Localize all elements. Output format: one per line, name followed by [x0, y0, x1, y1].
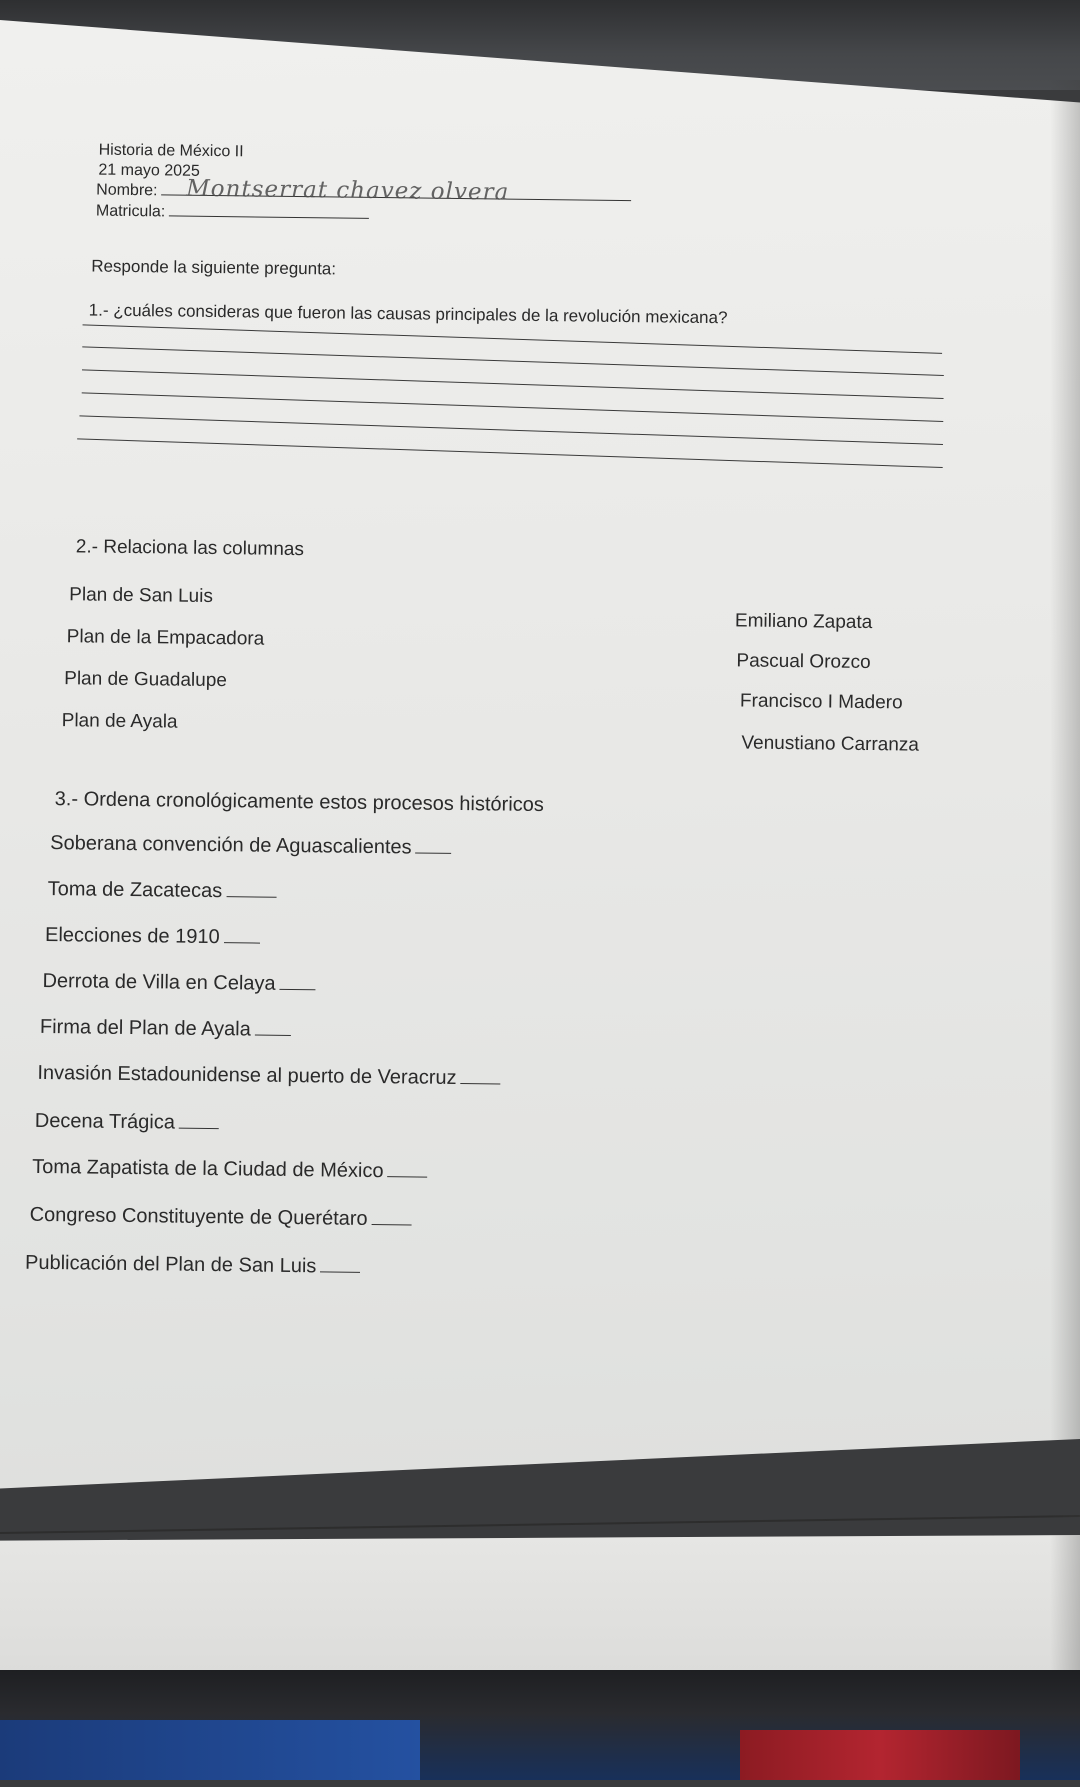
event-label: Toma Zapatista de la Ciudad de México	[32, 1155, 384, 1183]
instruction-text: Responde la siguiente pregunta:	[91, 256, 337, 279]
order-blank[interactable]	[320, 1270, 360, 1272]
event-item	[40, 1016, 291, 1042]
order-blank[interactable]	[416, 851, 452, 853]
event-item	[35, 1110, 219, 1135]
francisco-madero: Francisco I Madero	[739, 690, 903, 714]
answer-line[interactable]	[82, 369, 944, 399]
event-label: Elecciones de 1910	[44, 923, 220, 949]
answer-line[interactable]	[83, 324, 943, 354]
name-label: Nombre:	[96, 181, 158, 200]
pascual-orozco: Pascual Orozco	[736, 650, 871, 674]
event-item	[32, 1156, 428, 1184]
order-blank[interactable]	[372, 1223, 412, 1225]
event-item	[48, 878, 277, 904]
event-item	[25, 1252, 361, 1279]
answer-line[interactable]	[79, 415, 943, 445]
event-label: Publicación del Plan de San Luis	[24, 1251, 317, 1278]
event-label: Invasión Estadounidense al puerto de Veracruz	[37, 1061, 457, 1090]
order-blank[interactable]	[280, 988, 316, 990]
section-3-title: 3.- Ordena cronológicamente estos procesos históricos	[54, 788, 544, 817]
answer-line[interactable]	[82, 392, 944, 422]
section-2-title: 2.- Relaciona las columnas	[75, 536, 305, 561]
order-blank[interactable]	[387, 1175, 427, 1177]
id-label: Matricula:	[95, 202, 166, 221]
question-1: 1.- ¿cuáles consideras que fueron las causas principales de la revolución mexicana?	[88, 300, 728, 328]
event-item	[50, 832, 452, 860]
plan-guadalupe: Plan de Guadalupe	[64, 668, 228, 692]
plan-ayala: Plan de Ayala	[61, 710, 178, 733]
answer-line[interactable]	[77, 438, 943, 468]
event-label: Congreso Constituyente de Querétaro	[29, 1203, 368, 1230]
event-label: Firma del Plan de Ayala	[39, 1015, 251, 1041]
exam-date: 21 mayo 2025	[98, 161, 200, 180]
event-item	[37, 1062, 500, 1091]
id-row	[96, 202, 370, 225]
order-blank[interactable]	[226, 895, 276, 898]
event-item	[42, 970, 315, 996]
event-label: Toma de Zacatecas	[47, 877, 223, 903]
event-item	[45, 924, 260, 950]
event-label: Derrota de Villa en Celaya	[42, 969, 276, 995]
id-blank[interactable]	[169, 214, 369, 218]
emiliano-zapata: Emiliano Zapata	[734, 610, 873, 634]
order-blank[interactable]	[179, 1127, 219, 1129]
order-blank[interactable]	[224, 941, 260, 943]
event-item	[30, 1204, 412, 1232]
event-label: Decena Trágica	[34, 1109, 176, 1134]
answer-line[interactable]	[82, 346, 944, 376]
order-blank[interactable]	[460, 1082, 500, 1084]
event-label: Soberana convención de Aguascalientes	[50, 832, 412, 859]
student-name-handwritten: Montserrat chavez olvera	[186, 175, 510, 206]
plan-empacadora: Plan de la Empacadora	[66, 626, 265, 650]
venustiano-carranza: Venustiano Carranza	[741, 732, 920, 756]
plan-san-luis: Plan de San Luis	[69, 584, 214, 607]
course-title: Historia de México II	[98, 141, 244, 161]
order-blank[interactable]	[255, 1034, 291, 1036]
